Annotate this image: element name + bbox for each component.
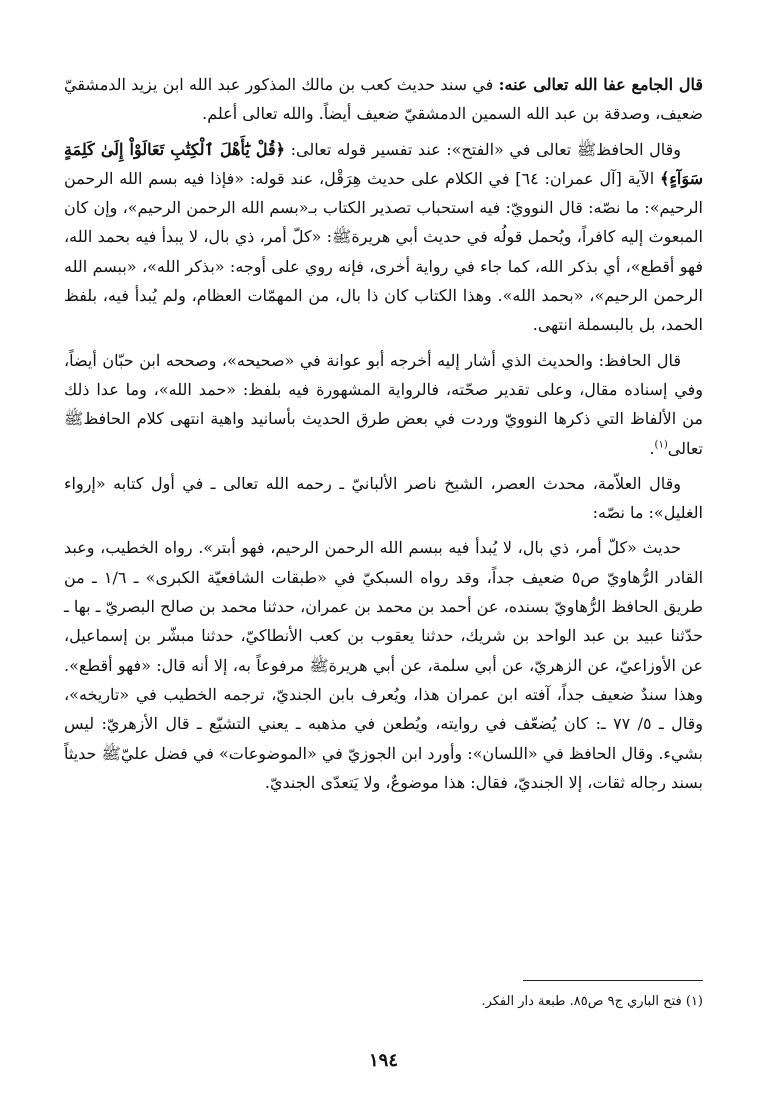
footnote-number: (١) — [685, 994, 703, 1009]
paragraph-1-text: في سند حديث كعب بن مالك المذكور عبد الله ابن يزيد الدمشقيّ ضعيف، وصدقة بن عبد الله السمين الدمشقيّ ضعيف أيضاً. والله تعالى أعلم. — [64, 75, 703, 124]
paragraph-1 — [64, 70, 703, 129]
footnote-divider — [523, 980, 703, 981]
paragraph-4-text: وقال العلاّمة، محدث العصر، الشيخ ناصر الألبانيّ ـ رحمه الله تعالى ـ في أول كتابه «إرواء الغليل»: ما نصّه: — [64, 473, 703, 523]
footnote — [64, 992, 703, 1012]
paragraph-5-text: حديث «كلّ أمر، ذي بال، لا يُبدأ فيه ببسم الله الرحمن الرحيم، فهو أبتر». رواه الخطيب، وعبد القادر الرُّهاويّ ص٥ ضعيف جداً، وقد رواه السبكيّ في «طبقات الشافعيّة الكبرى» ـ ١/٦ ـ من طريق الحافظ الرُّهاويّ بسنده، عن أحمد بن محمد بن عمران، حدثنا محمد بن صالح البصريّ ـ بها ـ حدّثنا عبيد بن عبد الواحد بن شريك، حدثنا يعقوب بن كعب الأنطاكيّ، حدثنا مبشّر بن إسماعيل، عن الأوزاعيّ، عن الزهريّ، عن أبي سلمة، عن أبي هريرةﷺ مرفوعاً به، إلا أنه قال: «فهو أقطع». وهذا سندٌ ضعيف جداً، آفته ابن عمران هذا، ويُعرف بابن الجنديّ، ترجمه الخطيب في «تاريخه»، وقال ـ ٥/ ٧٧ ـ: كان يُضعّف في روايته، ويُطعن في مذهبه ـ يعني التشيّع ـ قال الأزهريّ: ليس بشيء. وقال الحافظ في «اللسان»: وأورد ابن الجوزيّ في «الموضوعات» في فضل عليّﷺ حديثاً بسند رجاله ثقات، إلا الجنديّ، فقال: هذا موضوعٌ، ولا يَتعدّى الجنديّ. — [64, 538, 704, 792]
paragraph-4 — [64, 469, 703, 528]
page-number: ١٩٤ — [368, 1050, 398, 1071]
footnote-reference[interactable]: (١) — [654, 439, 668, 451]
book-page — [64, 70, 703, 1102]
paragraph-3-end: . — [649, 438, 655, 458]
footnote-text: فتح الباري ج٩ ص٨٥. طبعة دار الفكر. — [481, 994, 682, 1009]
paragraph-1-lead: قال الجامع عفا الله تعالى عنه: — [498, 75, 703, 94]
paragraph-3 — [64, 346, 703, 463]
paragraph-2-part1: وقال الحافظﷺ تعالى في «الفتح»: عند تفسير قوله تعالى: — [285, 139, 681, 159]
quran-verse: ﴿قُلْ يَٰٓأَهْلَ ٱلْكِتَٰبِ تَعَالَوْاْ إِلَىٰ كَلِمَةٍ سَوَآءٍ﴾ — [64, 139, 703, 188]
paragraph-3-text: قال الحافظ: والحديث الذي أشار إليه أخرجه أبو عوانة في «صحيحه»، وصححه ابن حبّان أيضاً، وفي إسناده مقال، وعلى تقدير صحّته، فالرواية المشهورة فيه بلفظ: «حمد الله»، وما عدا ذلك من الألفاظ التي ذكرها النوويّ وردت في بعض طرق الحديث بأسانيد واهية انتهى كلام الحافظﷺ تعالى — [64, 350, 704, 458]
paragraph-5 — [64, 533, 703, 797]
paragraph-2 — [64, 135, 703, 340]
paragraph-2-part2: الآية [آل عمران: ٦٤] في الكلام على حديث هِرَقْل، عند قوله: «فإذا فيه بسم الله الرحمن الرحيم»: ما نصّه: قال النوويّ: فيه استحباب تصدير الكتاب بـ«بسم الله الرحمن الرحيم»، وإن كان المبعوث إليه كافراً، ويُحمل قولُه في حديث أبي هريرةﷺ: «كلّ أمر، ذي بال، لا يبدأ فيه بحمد الله، فهو أقطع»، أي بذكر الله، كما جاء في رواية أخرى، فإنه روي على أوجه: «بذكر الله»، «ببسم الله الرحمن الرحيم»، «بحمد الله». وهذا الكتاب كان ذا بال، من المهمّات العظام، ولم يُبدأ فيه، بلفظ الحمد، بل بالبسملة انتهى. — [64, 168, 704, 335]
